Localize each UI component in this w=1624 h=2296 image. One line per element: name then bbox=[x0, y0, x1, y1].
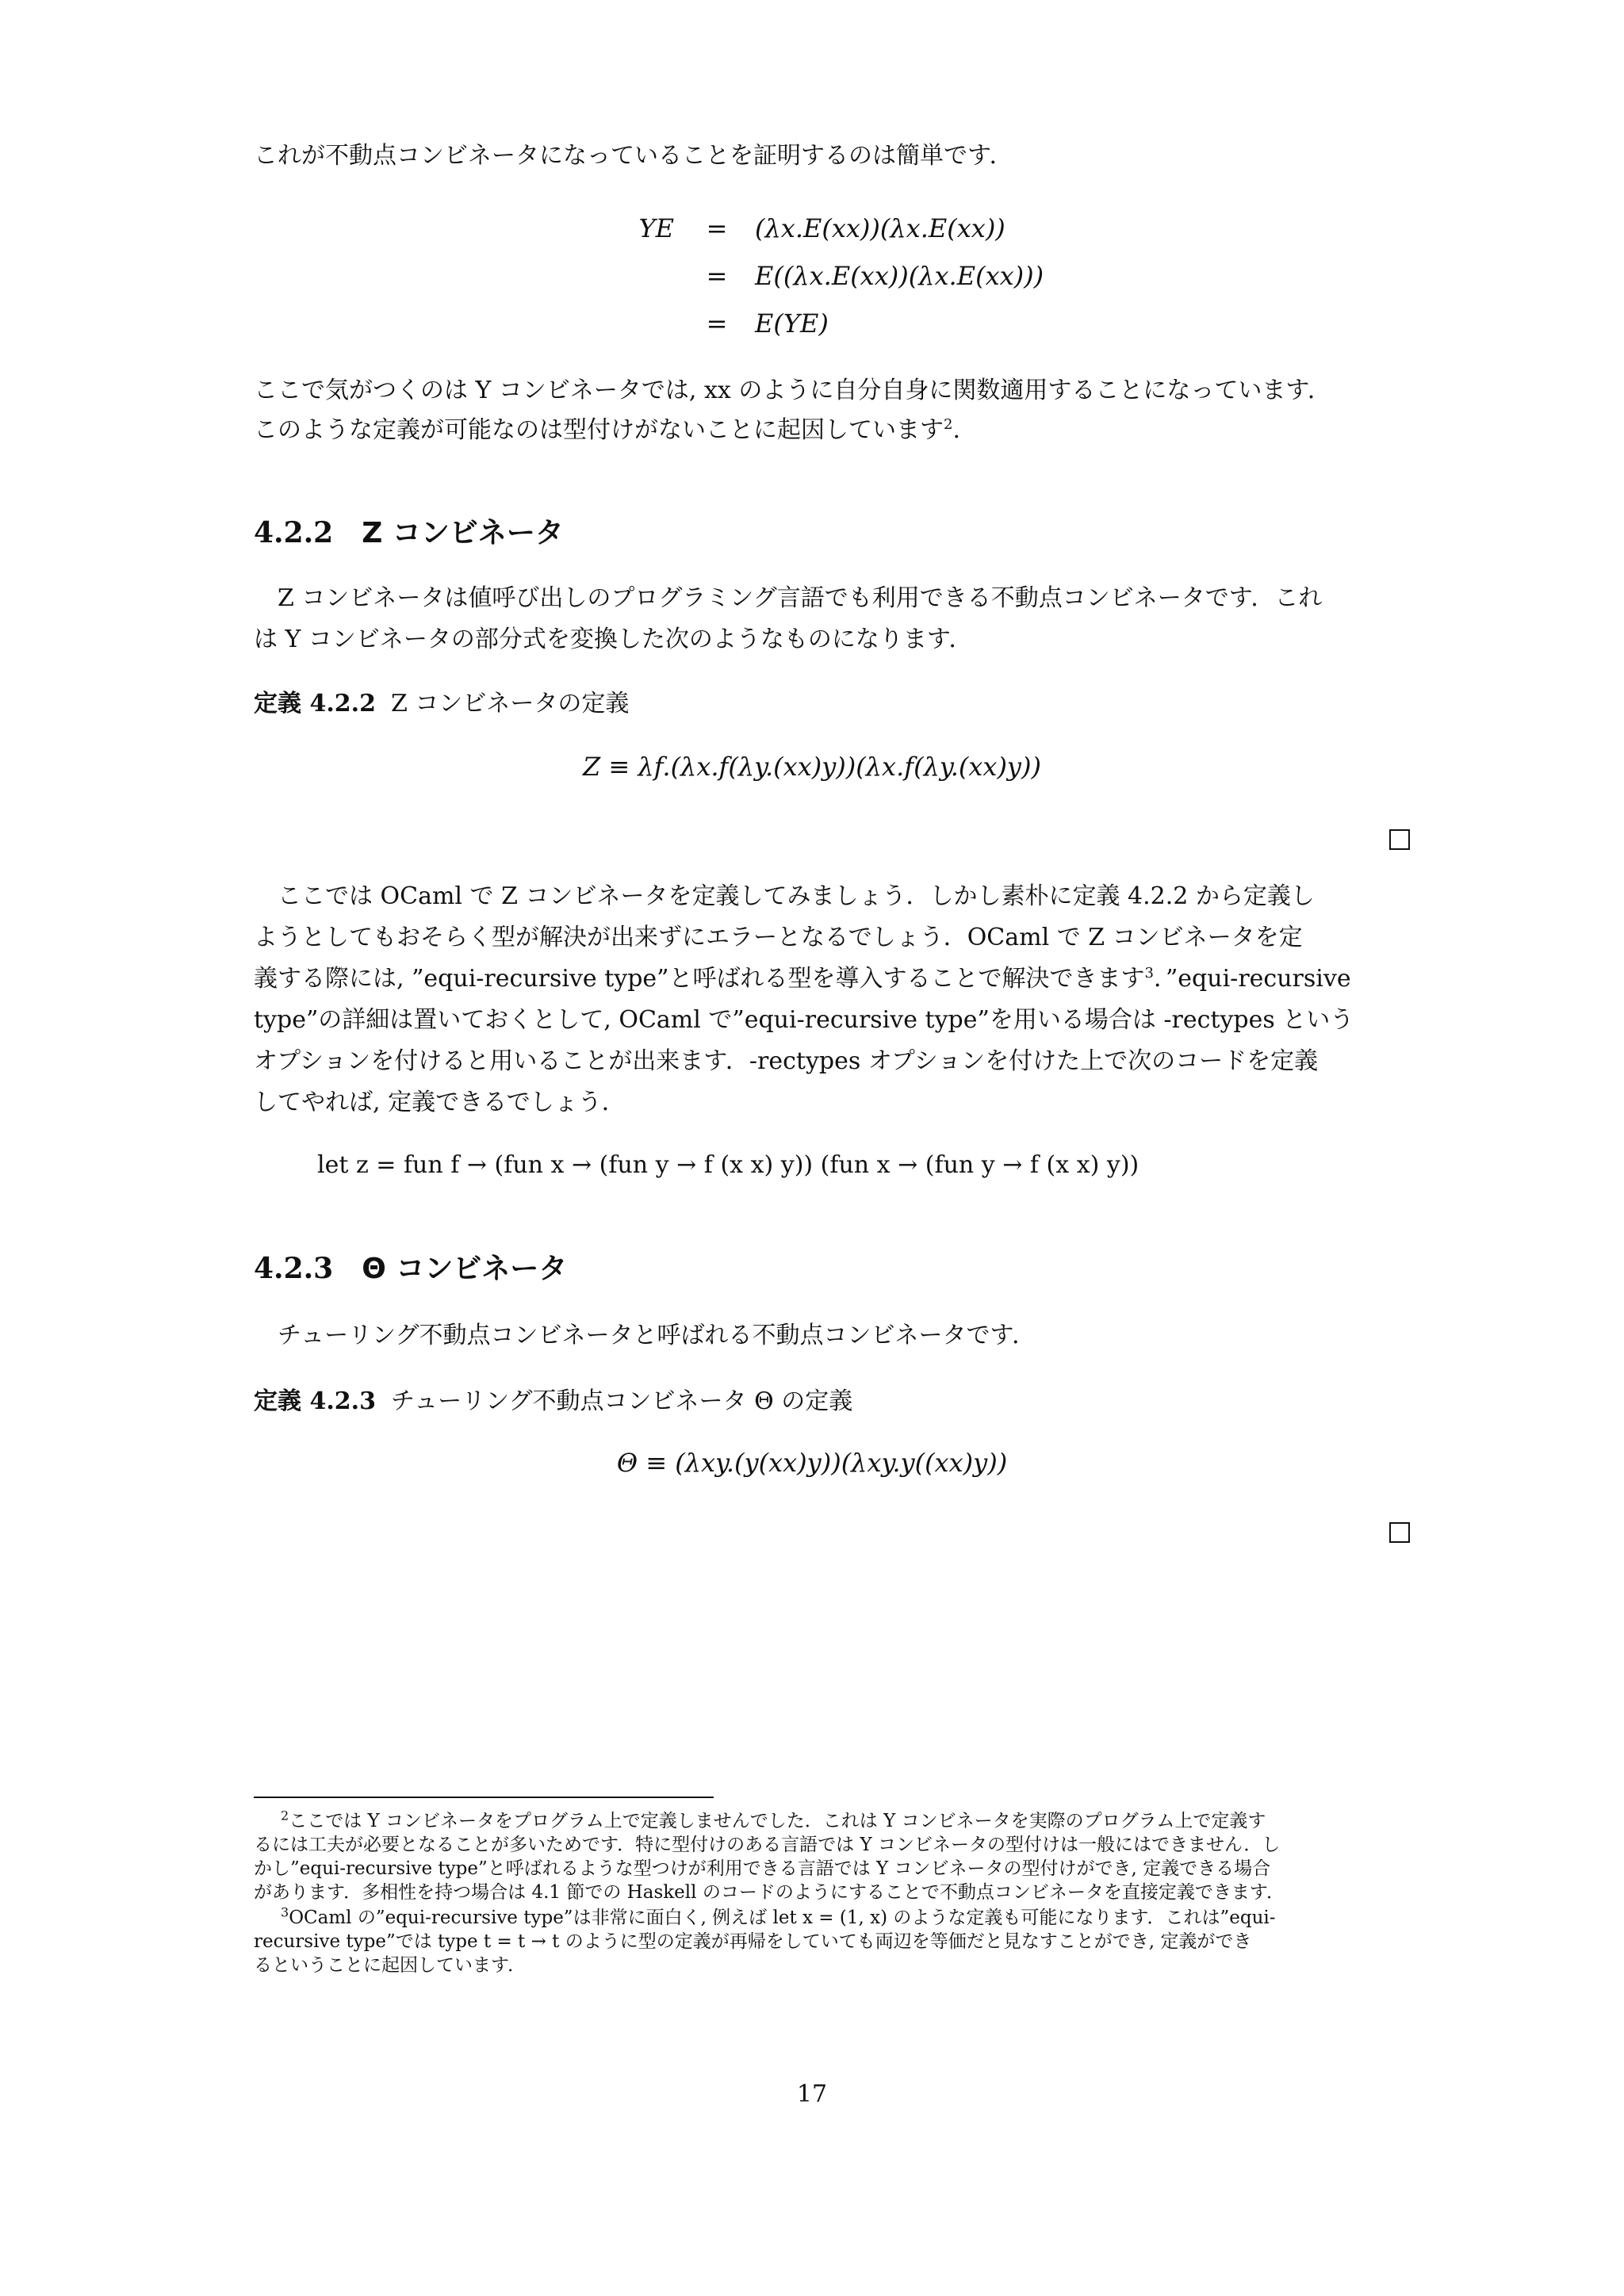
theta-combinator-formula: Θ ≡ (λxy.(y(xx)y))(λxy.y((xx)y)) bbox=[616, 1448, 1008, 1478]
footnote-3-line: るということに起因しています． bbox=[254, 1955, 527, 1976]
z-intro-line-1: Z コンビネータは値呼び出しのプログラミング言語でも利用できる不動点コンビネータです．これ bbox=[278, 584, 1323, 612]
z-intro-line-2: は Y コンビネータの部分式を変換した次のようなものになります． bbox=[254, 626, 973, 653]
footnote-ref-2[interactable]: 2 bbox=[944, 416, 953, 433]
derivation-eq: = bbox=[706, 308, 728, 339]
ocaml-paragraph-line-1: ここでは OCaml で Z コンビネータを定義してみましょう．しかし素朴に定義 4.2.2 から定義し bbox=[278, 882, 1315, 910]
footnote-3: $^3$OCaml の”equi-recursive type”は非常に面白く, 例えば let x = (1, x) のような定義も可能になります．これは”equi- bbox=[281, 1904, 1276, 1928]
footnote-2-line: るには工夫が必要となることが多いためです．特に型付けのある言語では Y コンビネータの型付けは一般にはできません．し bbox=[254, 1835, 1281, 1855]
section-heading-theta: 4.2.3 Θ コンビネータ bbox=[254, 1252, 568, 1285]
section-heading-z: 4.2.2 Z コンビネータ bbox=[254, 516, 564, 549]
page-number: 17 bbox=[796, 2080, 828, 2108]
ocaml-paragraph-line-3: 義する際には, ”equi-recursive type”と呼ばれる型を導入することで解決できます$^3$．”equi-recursive bbox=[254, 965, 1351, 993]
y-derivation bbox=[611, 205, 1044, 347]
derivation-lhs: YE bbox=[638, 213, 674, 243]
y-observation-line-2: このような定義が可能なのは型付けがないことに起因しています$^2$. bbox=[254, 416, 960, 444]
ocaml-paragraph-line-2: ようとしてもおそらく型が解決が出来ずにエラーとなるでしょう．OCaml で Z コンビネータを定 bbox=[254, 924, 1303, 951]
derivation-eq: = bbox=[706, 261, 728, 291]
derivation-eq: = bbox=[706, 213, 728, 243]
derivation-row: E(YE) bbox=[755, 308, 829, 339]
footnote-ref-3[interactable]: 3 bbox=[1144, 965, 1154, 982]
footnote-2-line: があります．多相性を持つ場合は 4.1 節での Haskell のコードのようにすることで不動点コンビネータを直接定義できます． bbox=[254, 1882, 1285, 1903]
ocaml-paragraph-line-5: オプションを付けると用いることが出来ます．-rectypes オプションを付けた上で次のコードを定義 bbox=[254, 1047, 1319, 1075]
z-combinator-formula: Z ≡ λf.(λx.f(λy.(xx)y))(λx.f(λy.(xx)y)) bbox=[583, 752, 1041, 782]
theta-intro: チューリング不動点コンビネータと呼ばれる不動点コンビネータです． bbox=[278, 1322, 1036, 1349]
intro-paragraph: これが不動点コンビネータになっていることを証明するのは簡単です． bbox=[254, 142, 1013, 170]
footnote-3-line: recursive type”では type t = t → t のように型の定義が再帰をしていても両辺を等価だと見なすことができ, 定義ができ bbox=[254, 1931, 1252, 1952]
ocaml-code-line: let z = fun f → (fun x → (fun y → f (x x) y)) (fun x → (fun y → f (x x) y)) bbox=[317, 1151, 1139, 1179]
ocaml-paragraph-line-4: type”の詳細は置いておくとして, OCaml で”equi-recursive type”を用いる場合は -rectypes という bbox=[254, 1006, 1354, 1034]
ocaml-paragraph-line-6: してやれば, 定義できるでしょう． bbox=[254, 1089, 626, 1116]
y-observation-line-1: ここで気がつくのは Y コンビネータでは, xx のように自分自身に関数適用することになっています． bbox=[254, 377, 1331, 404]
derivation-row: (λx.E(xx))(λx.E(xx)) bbox=[755, 213, 1005, 243]
derivation-row: E((λx.E(xx))(λx.E(xx))) bbox=[755, 261, 1044, 291]
footnote-rule bbox=[254, 1797, 714, 1798]
footnote-2-line: かし”equi-recursive type”と呼ばれるような型つけが利用できる言語では Y コンビネータの型付けができ, 定義できる場合 bbox=[254, 1858, 1271, 1879]
definition-z-heading: 定義 4.2.2 Z コンビネータの定義 bbox=[254, 690, 630, 718]
definition-theta-heading: 定義 4.2.3 チューリング不動点コンビネータ Θ の定義 bbox=[254, 1387, 853, 1415]
qed-box bbox=[1389, 829, 1410, 850]
footnote-2: $^2$ここでは Y コンビネータをプログラム上で定義しませんでした．これは Y コンビネータを実際のプログラム上で定義す bbox=[281, 1808, 1266, 1831]
qed-box bbox=[1389, 1522, 1410, 1543]
